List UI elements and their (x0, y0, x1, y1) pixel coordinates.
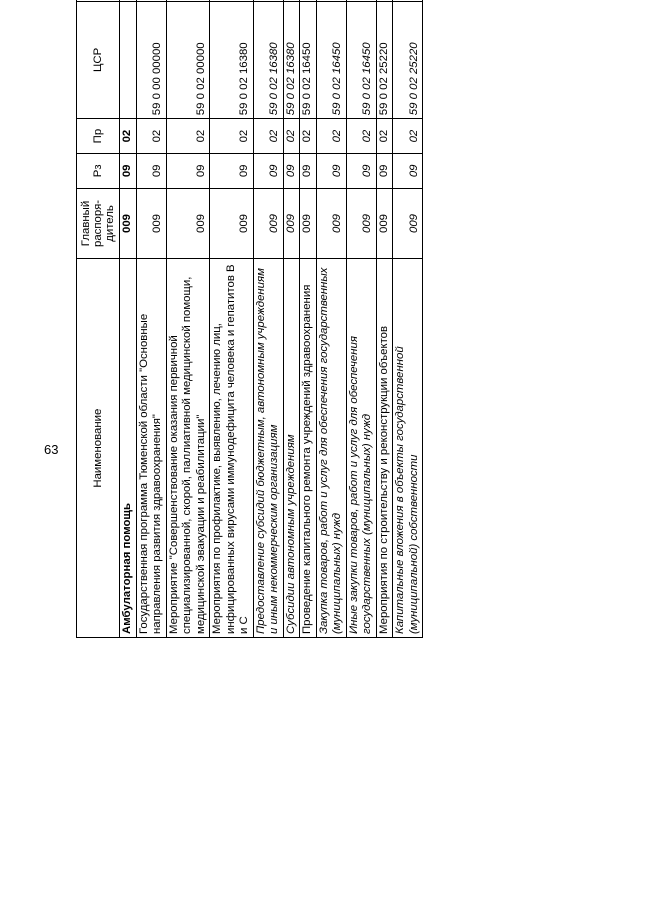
table-body (120, 0, 423, 638)
row-name-cell: Капитальные вложения в объекты государственной (муниципальной) собственности (393, 259, 423, 638)
row-subsection-cell: 02 (316, 119, 346, 154)
row-expense-type-cell (376, 0, 393, 1)
row-target-article-cell: 59 0 02 00000 (166, 1, 210, 119)
row-expense-type-cell (120, 0, 137, 1)
row-target-article-cell: 59 0 02 16380 (283, 1, 300, 119)
row-expense-type-cell (253, 0, 283, 1)
row-chief-manager-cell: 009 (136, 188, 166, 259)
row-name-cell: Проведение капитального ремонта учреждений здравоохранения (300, 259, 317, 638)
row-section-cell: 09 (316, 153, 346, 188)
row-subsection-cell: 02 (283, 119, 300, 154)
row-section-cell: 09 (376, 153, 393, 188)
rotated-page-area (76, 42, 653, 843)
row-subsection-cell: 02 (376, 119, 393, 154)
row-target-article-cell: 59 0 02 16450 (346, 1, 376, 119)
page-number: 63 (44, 442, 59, 457)
row-chief-manager-cell: 009 (253, 188, 283, 259)
row-chief-manager-cell: 009 (346, 188, 376, 259)
row-expense-type-cell (136, 0, 166, 1)
table-row (316, 0, 346, 638)
table-header-row (77, 0, 120, 638)
table-row (283, 0, 300, 638)
budget-table-wrapper (76, 0, 423, 638)
row-expense-type-cell (283, 0, 300, 1)
row-expense-type-cell (210, 0, 254, 1)
row-section-cell: 09 (393, 153, 423, 188)
row-target-article-cell: 59 0 02 16380 (210, 1, 254, 119)
table-row (210, 0, 254, 638)
table-row (166, 0, 210, 638)
table-row (300, 0, 317, 638)
header-section: Рз (77, 153, 120, 188)
row-target-article-cell (120, 1, 137, 119)
header-expense-type (77, 0, 120, 1)
row-name-cell: Иные закупки товаров, работ и услуг для обеспечения государственных (муниципальных) нужд (346, 259, 376, 638)
row-name-cell: Закупка товаров, работ и услуг для обеспечения государственных (муниципальных) нужд (316, 259, 346, 638)
row-name-cell: Мероприятия по профилактике, выявлению, лечению лиц, инфицированных вирусами иммунодефицита человека и гепатитов В и С (210, 259, 254, 638)
row-chief-manager-cell: 009 (393, 188, 423, 259)
table-row (253, 0, 283, 638)
row-name-cell: Государственная программа Тюменской области "Основные направления развития здравоохранения" (136, 259, 166, 638)
row-section-cell: 09 (210, 153, 254, 188)
row-target-article-cell: 59 0 02 25220 (376, 1, 393, 119)
row-subsection-cell: 02 (253, 119, 283, 154)
row-chief-manager-cell: 009 (376, 188, 393, 259)
row-subsection-cell: 02 (300, 119, 317, 154)
row-name-cell: Мероприятия по строительству и реконструкции объектов (376, 259, 393, 638)
row-name-cell: Субсидии автономным учреждениям (283, 259, 300, 638)
row-section-cell: 09 (120, 153, 137, 188)
row-subsection-cell: 02 (136, 119, 166, 154)
row-chief-manager-cell: 009 (316, 188, 346, 259)
row-chief-manager-cell: 009 (283, 188, 300, 259)
row-subsection-cell: 02 (346, 119, 376, 154)
row-section-cell: 09 (300, 153, 317, 188)
table-row (376, 0, 393, 638)
row-expense-type-cell (316, 0, 346, 1)
table-row (136, 0, 166, 638)
budget-table (76, 0, 423, 638)
row-target-article-cell: 59 0 02 16450 (300, 1, 317, 119)
row-expense-type-cell (300, 0, 317, 1)
row-expense-type-cell (346, 0, 376, 1)
row-chief-manager-cell: 009 (120, 188, 137, 259)
row-section-cell: 09 (136, 153, 166, 188)
row-expense-type-cell (166, 0, 210, 1)
header-subsection: Пр (77, 119, 120, 154)
row-chief-manager-cell: 009 (166, 188, 210, 259)
table-row (393, 0, 423, 638)
row-subsection-cell: 02 (166, 119, 210, 154)
row-subsection-cell: 02 (393, 119, 423, 154)
row-chief-manager-cell: 009 (300, 188, 317, 259)
row-target-article-cell: 59 0 02 16380 (253, 1, 283, 119)
row-section-cell: 09 (253, 153, 283, 188)
header-name: Наименование (77, 259, 120, 638)
row-target-article-cell: 59 0 02 25220 (393, 1, 423, 119)
table-row (120, 0, 137, 638)
row-chief-manager-cell: 009 (210, 188, 254, 259)
row-subsection-cell: 02 (120, 119, 137, 154)
row-expense-type-cell (393, 0, 423, 1)
row-name-cell: Предоставление субсидий бюджетным, автономным учреждениям и иным некоммерческим организациям (253, 259, 283, 638)
row-section-cell: 09 (346, 153, 376, 188)
row-subsection-cell: 02 (210, 119, 254, 154)
row-section-cell: 09 (166, 153, 210, 188)
header-chief-manager: Главный распоря-дитель (77, 188, 120, 259)
row-target-article-cell: 59 0 02 16450 (316, 1, 346, 119)
header-target-article: ЦСР (77, 1, 120, 119)
table-row (346, 0, 376, 638)
row-name-cell: Амбулаторная помощь (120, 259, 137, 638)
row-name-cell: Мероприятие "Совершенствование оказания первичной специализированной, скорой, паллиативной медицинской помощи, медицинской эвакуации и реабилитации" (166, 259, 210, 638)
row-section-cell: 09 (283, 153, 300, 188)
row-target-article-cell: 59 0 00 00000 (136, 1, 166, 119)
